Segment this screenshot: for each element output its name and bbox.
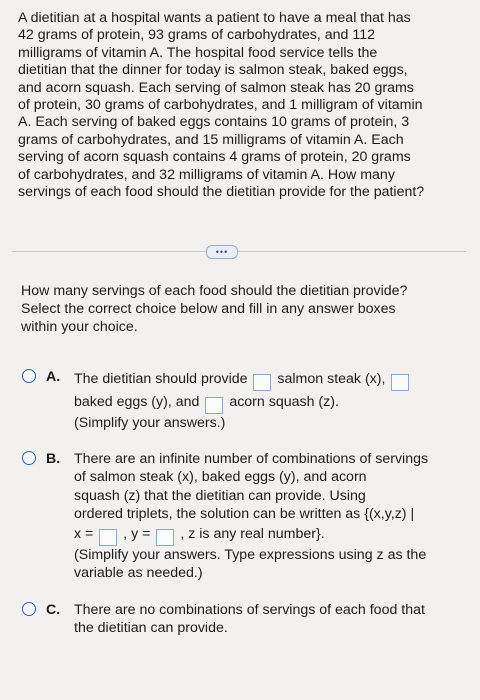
baked-eggs-input[interactable] (391, 374, 409, 391)
option-b-text (74, 450, 466, 582)
problem-line: of protein, 30 grams of carbohydrates, and 1 milligram of vitamin (18, 97, 423, 114)
problem-line: A. Each serving of baked eggs contains 10 grams of protein, 3 (18, 114, 410, 131)
problem-line: and acorn squash. Each serving of salmon steak has 20 grams (18, 79, 414, 96)
problem-line: grams of carbohydrates, and 15 milligrams of vitamin A. Each (18, 131, 404, 148)
x-expression-input[interactable] (99, 529, 117, 546)
acorn-squash-input[interactable] (205, 397, 223, 414)
y-label: , y = (123, 525, 151, 542)
salmon-steak-input[interactable] (253, 374, 271, 391)
problem-statement (18, 10, 462, 201)
option-b-line: (Simplify your answers. Type expressions using z as the (74, 546, 427, 563)
x-label: x = (74, 525, 94, 542)
question-prompt (21, 283, 451, 336)
y-expression-input[interactable] (156, 529, 174, 546)
problem-line: milligrams of vitamin A. The hospital food service tells the (18, 44, 378, 61)
question-line: within your choice. (21, 318, 138, 335)
problem-line: of carbohydrates, and 32 milligrams of vitamin A. How many (18, 166, 395, 183)
problem-line: servings of each food should the dietitian provide for the patient? (18, 184, 425, 201)
option-c-text (74, 601, 466, 638)
option-a-text-5: (Simplify your answers.) (74, 415, 226, 431)
option-c-line: There are no combinations of servings of each food that (74, 602, 425, 618)
problem-line: A dietitian at a hospital wants a patient to have a meal that has (18, 10, 411, 26)
radio-option-a[interactable] (22, 369, 36, 383)
option-b-line: There are an infinite number of combinations of servings (74, 451, 429, 467)
option-c-letter: C. (46, 602, 61, 618)
option-b-letter: B. (46, 451, 61, 467)
problem-line: serving of acorn squash contains 4 grams of protein, 20 grams (18, 149, 411, 166)
radio-option-b[interactable] (22, 451, 36, 465)
option-a-text-2: salmon steak (x), (277, 371, 386, 387)
option-a-text-1: The dietitian should provide (74, 371, 248, 387)
section-divider (12, 251, 466, 252)
option-a-text-3: baked eggs (y), and (74, 394, 200, 410)
option-b-line: squash (z) that the dietitian can provide. Using (74, 487, 366, 504)
option-a-text-4: acorn squash (z). (229, 394, 339, 410)
option-b-line: , z is any real number}. (180, 525, 325, 542)
option-b-line: of salmon steak (x), baked eggs (y), and acorn (74, 469, 367, 486)
expand-more-button[interactable]: ••• (206, 245, 238, 259)
option-b-line: ordered triplets, the solution can be written as {(x,y,z) | (74, 506, 415, 523)
option-b-line: variable as needed.) (74, 565, 203, 582)
problem-line: 42 grams of protein, 93 grams of carbohydrates, and 112 (18, 27, 375, 44)
question-line: Select the correct choice below and fill in any answer boxes (21, 300, 396, 317)
option-a-letter: A. (46, 369, 61, 385)
option-c-line: the dietitian can provide. (74, 620, 228, 637)
problem-line: dietitian that the dinner for today is salmon steak, baked eggs, (18, 62, 408, 79)
radio-option-c[interactable] (22, 602, 36, 616)
question-line: How many servings of each food should the dietitian provide? (21, 283, 408, 299)
option-a-text (74, 368, 466, 432)
